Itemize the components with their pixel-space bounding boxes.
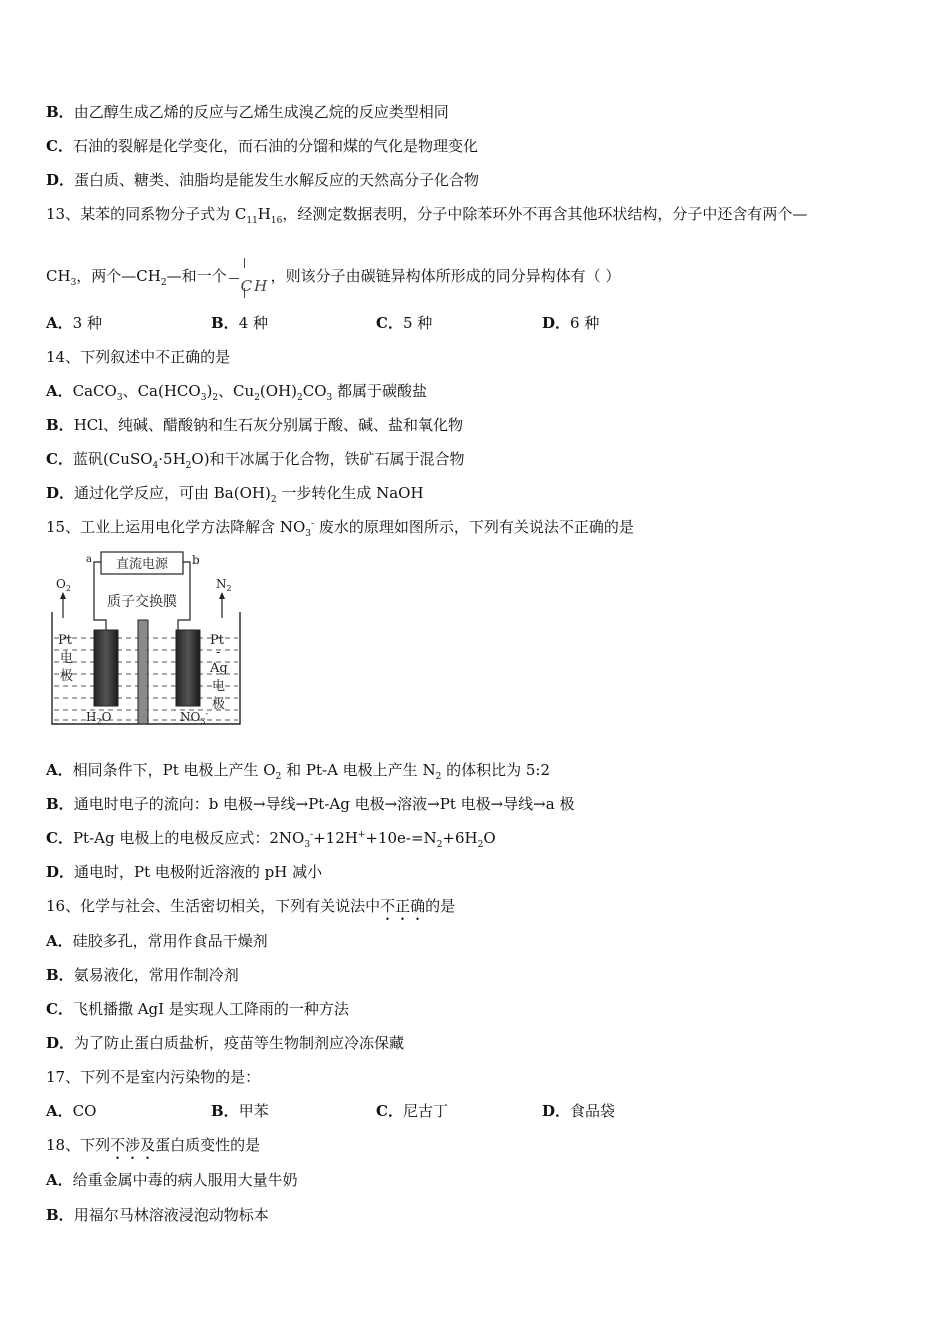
q14-option-c: C．蓝矾$(CuSO_4\cdot 5H_2O)$和干冰属于化合物，铁矿石属于混合物	[46, 450, 465, 471]
q14-option-a: A．CaCO$_3$、$Ca(HCO_3)_2$、$Cu_2(OH)_2CO_3$ 都属于碳酸盐	[46, 382, 428, 403]
svg-text:Ag: Ag	[210, 661, 228, 676]
svg-text:Pt: Pt	[210, 633, 224, 648]
q12-option-d: D．蛋白质、糖类、油脂均是能发生水解反应的天然高分子化合物	[46, 171, 480, 189]
q18-stem: 18、下列不涉及蛋白质变性的是	[46, 1136, 261, 1154]
q13-option-c: C．5 种	[376, 314, 433, 332]
q15-option-c: C．Pt-Ag 电极上的电极反应式：$2NO_3^-+12H^++10e-=N_2+6H_2O$	[46, 829, 496, 850]
q18-option-a: A．给重金属中毒的病人服用大量牛奶	[46, 1171, 298, 1189]
q16-option-d: D．为了防止蛋白质盐析，疫苗等生物制剂应冷冻保藏	[46, 1034, 405, 1052]
nitrogen-label: $N_2$	[216, 577, 232, 593]
methine-group-structure: CH	[227, 262, 271, 292]
q13-option-a: A．3 种	[46, 314, 102, 332]
q17-option-d: D．食品袋	[542, 1102, 616, 1120]
terminal-a-label: a	[86, 554, 92, 565]
q15-stem: 15、工业上运用电化学方法降解含 $NO_3^-$ 废水的原理如图所示，下列有关说法不正确的是	[46, 518, 634, 539]
svg-text:极: 极	[212, 697, 226, 712]
q17-stem: 17、下列不是室内污染物的是：	[46, 1068, 261, 1086]
membrane-label: 质子交换膜	[107, 594, 177, 610]
q16-option-c: C．飞机播撒 AgI 是实现人工降雨的一种方法	[46, 1000, 349, 1018]
q16-option-b: B．氨易液化，常用作制冷剂	[46, 966, 239, 984]
svg-text:-: -	[216, 645, 221, 660]
pt-ag-electrode	[176, 630, 200, 706]
q17-option-c: C．尼古丁	[376, 1102, 448, 1120]
q15-option-d: D．通电时，Pt 电极附近溶液的 pH 减小	[46, 863, 323, 881]
q12-option-b: B．由乙醇生成乙烯的反应与乙烯生成溴乙烷的反应类型相同	[46, 103, 449, 121]
q12-option-c: C．石油的裂解是化学变化，而石油的分馏和煤的气化是物理变化	[46, 137, 478, 155]
svg-text:Pt: Pt	[58, 633, 72, 648]
q15-option-b: B．通电时电子的流向：b 电极→导线→Pt-Ag 电极→溶液→Pt 电极→导线→a 极	[46, 795, 575, 813]
water-label: $H_2O$	[86, 710, 112, 726]
q13-option-d: D．6 种	[542, 314, 600, 332]
q15-option-a: A．相同条件下，Pt 电极上产生 $O_2$ 和 Pt-A 电极上产生 $N_2$ 的体积比为 5:2	[46, 761, 550, 782]
q14-option-b: B．HCl、纯碱、醋酸钠和生石灰分别属于酸、碱、盐和氧化物	[46, 416, 464, 434]
q13-stem-line2: $CH_3$，两个$—CH_2—$和一个 CH ，则该分子由碳链异构体所形成的同分异构体有（ ）	[46, 258, 620, 294]
terminal-b-label: b	[192, 553, 200, 567]
svg-text:电: 电	[212, 679, 226, 694]
svg-text:电: 电	[60, 651, 74, 666]
q16-option-a: A．硅胶多孔，常用作食品干燥剂	[46, 932, 268, 950]
q17-option-b: B．甲苯	[211, 1102, 269, 1120]
q18-option-b: B．用福尔马林溶液浸泡动物标本	[46, 1206, 269, 1224]
pt-electrode	[94, 630, 118, 706]
q16-stem: 16、化学与社会、生活密切相关，下列有关说法中不正确的是	[46, 897, 456, 915]
oxygen-label: $O_2$	[56, 577, 71, 593]
power-source-label: 直流电源	[115, 557, 169, 572]
q17-option-a: A．CO	[46, 1102, 97, 1120]
svg-text:极: 极	[60, 669, 74, 684]
q14-option-d: D．通过化学反应，可由 $Ba(OH)_2$ 一步转化生成 NaOH	[46, 484, 424, 505]
nitrate-label: $NO_3^-$	[180, 709, 209, 726]
electrolysis-cell-diagram	[44, 548, 244, 734]
q14-stem: 14、下列叙述中不正确的是	[46, 348, 231, 366]
q13-option-b: B．4 种	[211, 314, 268, 332]
q13-stem-line1: 13、某苯的同系物分子式为 $C_{11}H_{16}$，经测定数据表明，分子中除苯环外不再含其他环状结构，分子中还含有两个—	[46, 205, 808, 226]
